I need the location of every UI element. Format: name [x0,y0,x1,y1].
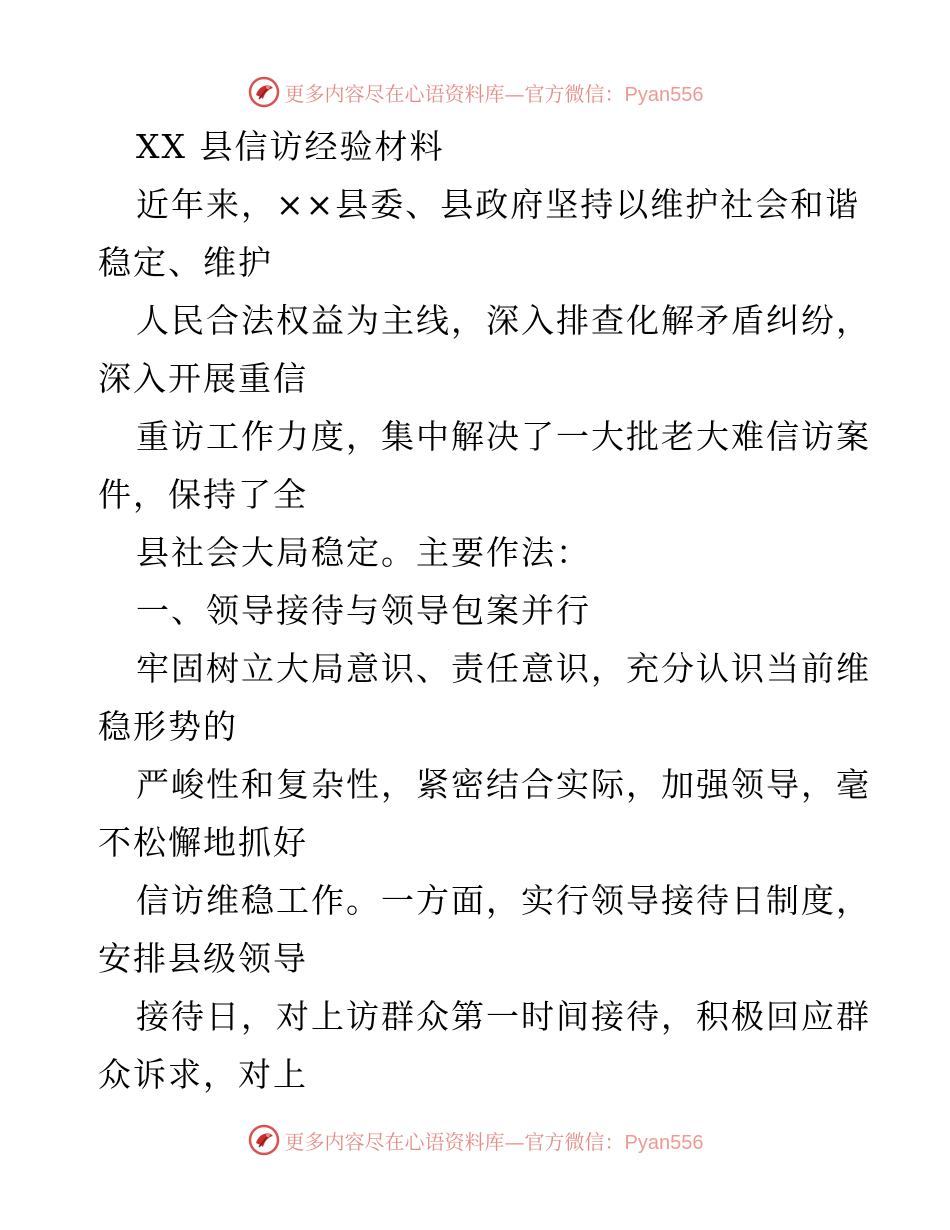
text-line: 县社会大局稳定。主要作法： [136,533,591,572]
watermark-text: 更多内容尽在心语资料库—官方微信：Pyan556 [284,1129,704,1154]
text-line: 接待日，对上访群众第一时间接待，积极回应群 [136,997,871,1036]
text-line: 人民合法权益为主线，深入排查化解矛盾纠纷， [136,301,871,340]
footer-watermark [0,1120,950,1160]
text-line: 信访维稳工作。一方面，实行领导接待日制度， [136,881,871,920]
text-line: 稳形势的 [98,707,238,746]
header-watermark [0,72,950,112]
text-line: 安排县级领导 [98,939,308,978]
text-line: 严峻性和复杂性，紧密结合实际，加强领导，毫 [136,765,871,804]
text-line: 众诉求，对上 [98,1055,308,1094]
text-line: 近年来，××县委、县政府坚持以维护社会和谐 [136,185,861,224]
document-body [98,118,871,1104]
document-title: XX 县信访经验材料 [136,127,445,166]
rose-seal-icon [247,75,281,109]
text-line: 重访工作力度，集中解决了一大批老大难信访案 [136,417,871,456]
text-line: 深入开展重信 [98,359,308,398]
text-line: 不松懈地抓好 [98,823,308,862]
watermark-text: 更多内容尽在心语资料库—官方微信：Pyan556 [284,81,704,106]
text-line: 件，保持了全 [98,475,308,514]
rose-seal-icon [247,1123,281,1157]
text-line: 牢固树立大局意识、责任意识，充分认识当前维 [136,649,871,688]
text-line: 一、领导接待与领导包案并行 [136,591,591,630]
text-line: 稳定、维护 [98,243,273,282]
